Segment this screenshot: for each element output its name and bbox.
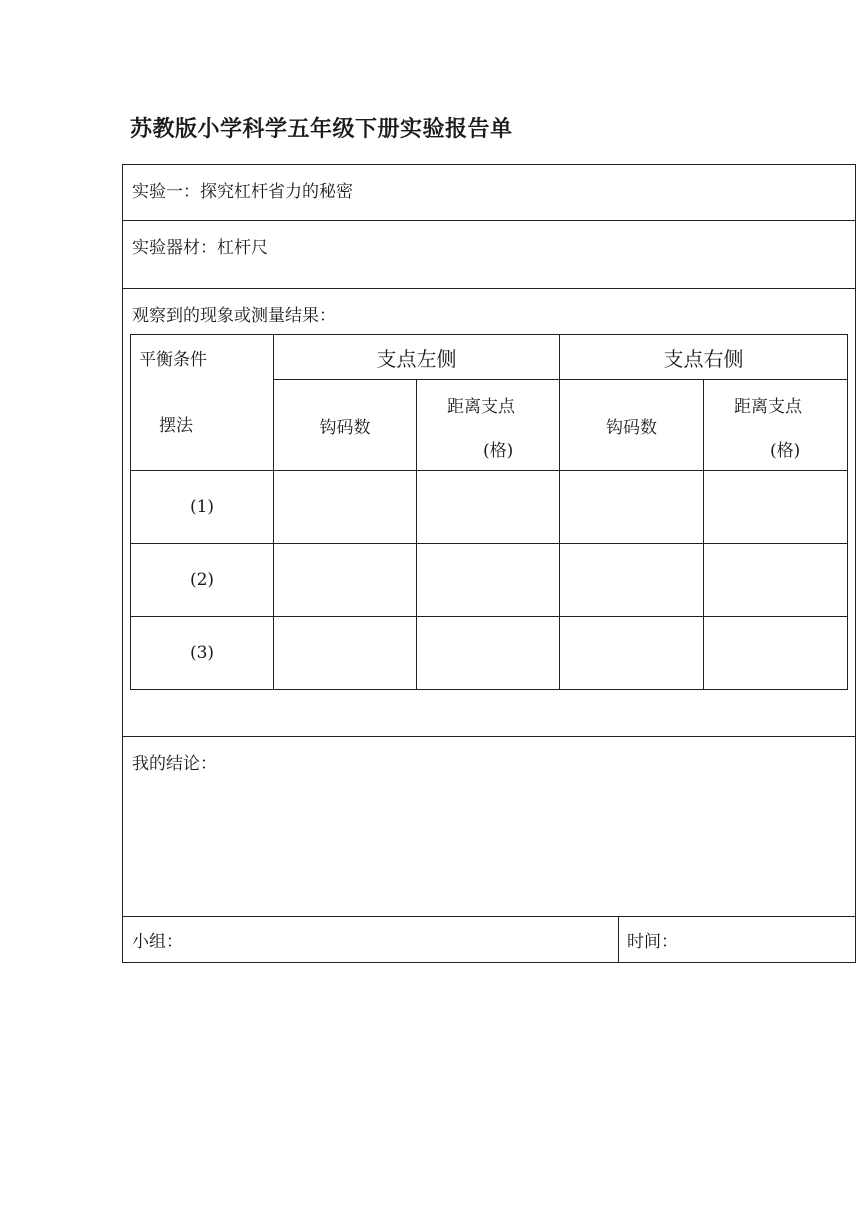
left-distance-header bbox=[417, 380, 560, 471]
footer-row bbox=[123, 917, 855, 962]
balance-condition-label: 平衡条件 bbox=[139, 350, 207, 370]
header-corner-cell bbox=[131, 335, 274, 471]
experiment-row bbox=[123, 165, 855, 221]
left-hooks-header: 钩码数 bbox=[274, 380, 417, 471]
left-hooks-cell[interactable] bbox=[274, 617, 417, 690]
time-label: 时间： bbox=[627, 932, 678, 952]
right-side-header: 支点右侧 bbox=[560, 335, 848, 380]
conclusion-section[interactable] bbox=[123, 737, 855, 917]
experiment-title: 实验一：探究杠杆省力的秘密 bbox=[132, 182, 353, 202]
measurement-table bbox=[130, 334, 848, 690]
left-distance-unit: (格) bbox=[483, 441, 514, 461]
conclusion-label: 我的结论： bbox=[132, 754, 217, 774]
right-distance-unit: (格) bbox=[770, 441, 801, 461]
table-row bbox=[131, 471, 848, 544]
right-hooks-header: 钩码数 bbox=[560, 380, 704, 471]
row-label: (3) bbox=[131, 617, 274, 690]
left-hooks-cell[interactable] bbox=[274, 471, 417, 544]
table-row bbox=[131, 544, 848, 617]
right-hooks-cell[interactable] bbox=[560, 617, 704, 690]
group-label: 小组： bbox=[132, 932, 183, 952]
right-distance-cell[interactable] bbox=[704, 471, 848, 544]
left-hooks-cell[interactable] bbox=[274, 544, 417, 617]
right-distance-cell[interactable] bbox=[704, 617, 848, 690]
page-title: 苏教版小学科学五年级下册实验报告单 bbox=[130, 117, 513, 142]
report-form bbox=[122, 164, 856, 963]
left-distance-cell[interactable] bbox=[417, 471, 560, 544]
table-row bbox=[131, 617, 848, 690]
left-distance-cell[interactable] bbox=[417, 544, 560, 617]
left-distance-cell[interactable] bbox=[417, 617, 560, 690]
right-distance-label: 距离支点 bbox=[734, 397, 802, 417]
right-hooks-cell[interactable] bbox=[560, 544, 704, 617]
right-distance-header bbox=[704, 380, 848, 471]
footer-divider bbox=[618, 917, 619, 962]
row-label: (1) bbox=[131, 471, 274, 544]
observation-section bbox=[123, 289, 855, 737]
left-distance-label: 距离支点 bbox=[447, 397, 515, 417]
row-label: (2) bbox=[131, 544, 274, 617]
right-distance-cell[interactable] bbox=[704, 544, 848, 617]
materials-text: 实验器材：杠杆尺 bbox=[132, 238, 268, 258]
right-hooks-cell[interactable] bbox=[560, 471, 704, 544]
placement-label: 摆法 bbox=[159, 416, 193, 436]
left-side-header: 支点左侧 bbox=[274, 335, 560, 380]
observation-label: 观察到的现象或测量结果： bbox=[132, 306, 336, 326]
materials-row bbox=[123, 221, 855, 289]
